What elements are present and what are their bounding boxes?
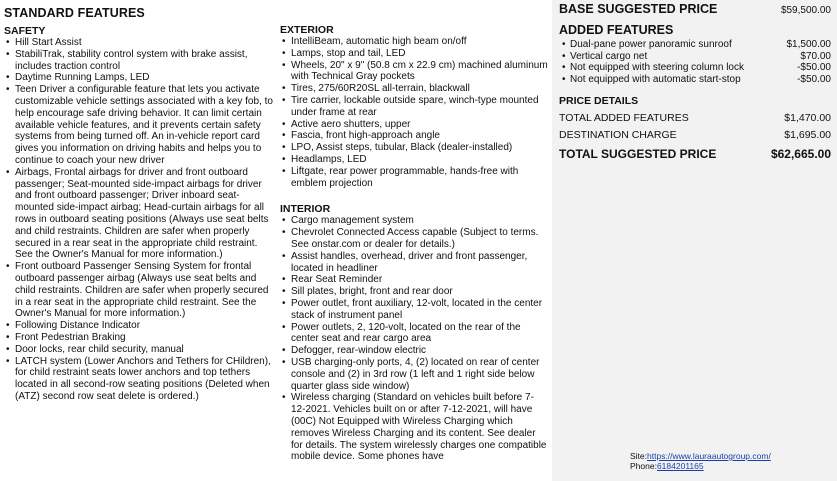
total-added-label: TOTAL ADDED FEATURES	[559, 112, 689, 124]
added-feature-row	[552, 51, 837, 63]
base-price-label: BASE SUGGESTED PRICE	[559, 2, 718, 16]
safety-item: • Front Pedestrian Braking	[4, 332, 274, 344]
exterior-item: • Lamps, stop and tail, LED	[280, 48, 548, 60]
exterior-item: • Tires, 275/60R20SL all-terrain, blackwall	[280, 83, 548, 95]
destination-value: $1,695.00	[784, 129, 831, 141]
total-price-label: TOTAL SUGGESTED PRICE	[559, 147, 717, 161]
price-details-heading: PRICE DETAILS	[559, 95, 639, 107]
added-feature-price: -$50.00	[797, 62, 831, 73]
safety-item: • LATCH system (Lower Anchors and Tethers for CHildren), for child restraint seats lower anchors and top tethers located in all second-row seating positions (Deleted when (ATZ) second row seat delete is ordered.)	[4, 356, 274, 403]
safety-item: • Teen Driver a configurable feature that lets you activate customizable vehicle settings associated with a key fob, to help encourage safe driving behavior. It can limit certain available vehicle features, and it prevents certain safety systems from being turned off. An in-vehicle report card gives you information on driving habits and helps you to continue to coach your new driver	[4, 84, 274, 167]
interior-item: • Defogger, rear-window electric	[280, 345, 548, 357]
added-feature-price: $1,500.00	[786, 39, 831, 50]
added-feature-price: -$50.00	[797, 73, 831, 85]
base-price-value: $59,500.00	[780, 5, 831, 16]
total-added-row	[552, 112, 837, 124]
exterior-item: • Fascia, front high-approach angle	[280, 130, 548, 142]
added-feature-label: • Not equipped with automatic start-stop	[559, 74, 741, 86]
interior-item: • Sill plates, bright, front and rear door	[280, 286, 548, 298]
exterior-item: • Liftgate, rear power programmable, hands-free with emblem projection	[280, 166, 548, 190]
exterior-list	[280, 36, 548, 189]
standard-features-title: STANDARD FEATURES	[4, 6, 145, 20]
interior-item: • USB charging-only ports, 4, (2) located on rear of center console and (2) in 3rd row (1 left and 1 right side below quarter glass side window)	[280, 357, 548, 392]
left-column	[4, 0, 274, 403]
site-label: Site:	[630, 451, 648, 461]
base-price-row	[552, 2, 837, 16]
interior-item: • Wireless charging (Standard on vehicles built before 7-12-2021. Vehicles built on or after 7-12-2021, will have (00C) Not Equipped with Wireless Charging which removes Wireless Charging and its content. See dealer for details. The system wirelessly charges one compatible mobile device. Some phones have	[280, 392, 548, 463]
exterior-item: • Tire carrier, lockable outside spare, winch-type mounted under frame at rear	[280, 95, 548, 119]
safety-item: • Door locks, rear child security, manual	[4, 344, 274, 356]
exterior-item: • LPO, Assist steps, tubular, Black (dealer-installed)	[280, 142, 548, 154]
interior-heading: INTERIOR	[280, 203, 331, 216]
interior-item: • Rear Seat Reminder	[280, 274, 548, 286]
phone-link[interactable]: 6184201165	[656, 461, 704, 471]
added-features-list	[552, 39, 837, 85]
safety-heading: SAFETY	[4, 25, 46, 37]
dealer-info	[630, 451, 771, 471]
exterior-item: • Active aero shutters, upper	[280, 119, 548, 131]
interior-item: • Cargo management system	[280, 215, 548, 227]
safety-item: • Airbags, Frontal airbags for driver and front outboard passenger; Seat-mounted side-impact airbags for driver and front outboard passenger; Driver inboard seat-mounted side-impact airbag; Head-curtain airbags for all rows in outboard seating positions (Always use seat belts and child restraints. Children are safer when properly secured in a rear seat in the appropriate child restraint. See the Owner's Manual for more information.)	[4, 167, 274, 261]
added-feature-row	[552, 62, 837, 74]
total-price-row	[552, 147, 837, 161]
added-feature-price: $70.00	[800, 50, 831, 62]
safety-item: • Hill Start Assist	[4, 37, 274, 49]
safety-item: • Following Distance Indicator	[4, 320, 274, 332]
exterior-item: • IntelliBeam, automatic high beam on/off	[280, 36, 548, 48]
exterior-heading: EXTERIOR	[280, 24, 334, 36]
interior-item: • Power outlets, 2, 120-volt, located on the rear of the center seat and rear cargo area	[280, 322, 548, 346]
interior-list	[280, 215, 548, 463]
safety-item: • Front outboard Passenger Sensing System for frontal outboard passenger airbag (Always use seat belts and child restraints. Children are safer when properly secured in a rear seat in the appropriate child restraint. See the Owner's Manual for more information.)	[4, 261, 274, 320]
safety-list	[4, 37, 274, 403]
safety-item: • StabiliTrak, stability control system with brake assist, includes traction control	[4, 49, 274, 73]
pricing-panel	[552, 0, 837, 481]
exterior-item: • Wheels, 20" x 9" (50.8 cm x 22.9 cm) machined aluminum with Technical Gray pockets	[280, 60, 548, 84]
added-features-heading: ADDED FEATURES	[559, 23, 674, 37]
added-feature-row	[552, 74, 837, 86]
interior-item: • Assist handles, overhead, driver and front passenger, located in headliner	[280, 251, 548, 275]
added-feature-label: • Vertical cargo net	[559, 51, 647, 63]
interior-item: • Power outlet, front auxiliary, 12-volt, located in the center stack of instrument panel	[280, 298, 548, 322]
total-price-value: $62,665.00	[770, 147, 831, 161]
interior-item: • Chevrolet Connected Access capable (Subject to terms. See onstar.com or dealer for details.)	[280, 227, 548, 251]
exterior-item: • Headlamps, LED	[280, 154, 548, 166]
phone-label: Phone:	[630, 461, 657, 471]
added-feature-label: • Dual-pane power panoramic sunroof	[559, 39, 732, 51]
added-feature-label: • Not equipped with steering column lock	[559, 62, 744, 74]
total-added-value: $1,470.00	[784, 112, 831, 124]
safety-item: • Daytime Running Lamps, LED	[4, 72, 274, 84]
added-feature-row	[552, 39, 837, 51]
middle-column	[280, 0, 548, 463]
destination-label: DESTINATION CHARGE	[559, 129, 677, 141]
destination-row	[552, 129, 837, 141]
site-link[interactable]: https://www.lauraautogroup.com/	[647, 451, 771, 461]
